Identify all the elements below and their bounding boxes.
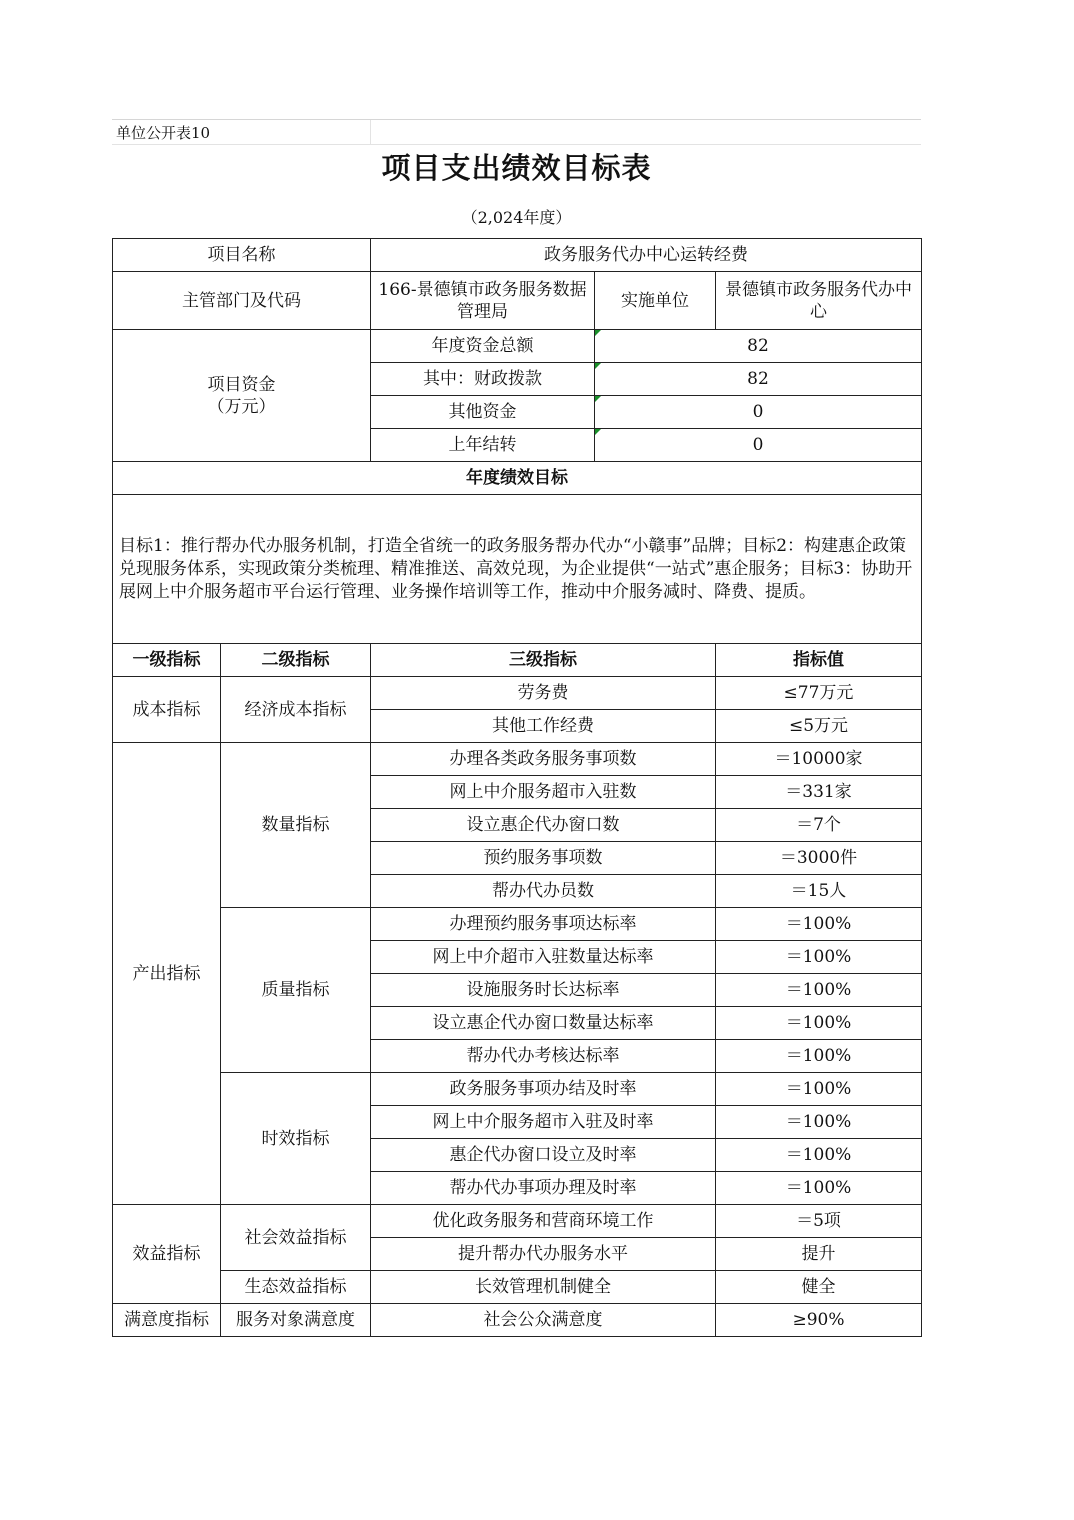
goals-heading-row	[113, 462, 922, 495]
goals-text: 目标1：推行帮办代办服务机制，打造全省统一的政务服务帮办代办“小赣事”品牌；目标2：构建惠企政策兑现服务体系，实现政策分类梳理、精准推送、高效兑现，为企业提供“一站式”惠企服务；目标3：协助开展网上中介服务超市平台运行管理、业务操作培训等工作，推动中介服务减时、降费、提质。	[113, 495, 922, 644]
project-name-row	[113, 239, 922, 272]
project-name-value: 政务服务代办中心运转经费	[371, 239, 922, 272]
indicator-name: 优化政务服务和营商环境工作	[371, 1205, 716, 1238]
indicator-value: ＝10000家	[716, 743, 922, 776]
indicator-name: 办理预约服务事项达标率	[371, 908, 716, 941]
table-row	[113, 677, 922, 710]
funds-item-value: 0	[595, 396, 922, 429]
table-row	[113, 743, 922, 776]
level2-quantity: 数量指标	[221, 743, 371, 908]
table-row	[113, 1205, 922, 1238]
level1-cost: 成本指标	[113, 677, 221, 743]
header-level1: 一级指标	[113, 644, 221, 677]
indicator-name: 网上中介服务超市入驻数	[371, 776, 716, 809]
indicator-name: 其他工作经费	[371, 710, 716, 743]
indicator-value: ＝5项	[716, 1205, 922, 1238]
form-label-row	[112, 119, 921, 145]
fiscal-year: （2,024年度）	[461, 208, 572, 227]
indicator-name: 设施服务时长达标率	[371, 974, 716, 1007]
cell-divider	[370, 120, 371, 144]
table-row	[113, 1271, 922, 1304]
indicator-name: 帮办代办员数	[371, 875, 716, 908]
funds-item-label: 年度资金总额	[371, 330, 595, 363]
level1-output: 产出指标	[113, 743, 221, 1205]
indicator-value: ＝100%	[716, 1073, 922, 1106]
indicator-header-row	[113, 644, 922, 677]
project-name-label: 项目名称	[113, 239, 371, 272]
indicator-name: 政务服务事项办结及时率	[371, 1073, 716, 1106]
header-level2: 二级指标	[221, 644, 371, 677]
level2-service-satisfaction: 服务对象满意度	[221, 1304, 371, 1337]
form-label: 单位公开表10	[116, 124, 211, 142]
goals-text-row	[113, 495, 922, 644]
level2-ecological: 生态效益指标	[221, 1271, 371, 1304]
department-label: 主管部门及代码	[113, 272, 371, 330]
indicator-name: 网上中介超市入驻数量达标率	[371, 941, 716, 974]
indicator-value: ≥90%	[716, 1304, 922, 1337]
funds-item-value: 82	[595, 363, 922, 396]
implementing-unit-label: 实施单位	[595, 272, 716, 330]
funds-item-label: 其中：财政拨款	[371, 363, 595, 396]
indicator-value: ＝7个	[716, 809, 922, 842]
funds-item-label: 其他资金	[371, 396, 595, 429]
indicator-name: 设立惠企代办窗口数量达标率	[371, 1007, 716, 1040]
indicator-name: 帮办代办事项办理及时率	[371, 1172, 716, 1205]
funds-item-value: 0	[595, 429, 922, 462]
indicator-value: ＝100%	[716, 908, 922, 941]
target-table	[112, 238, 922, 1337]
indicator-value: ＝100%	[716, 1007, 922, 1040]
indicator-value: 提升	[716, 1238, 922, 1271]
level1-benefit: 效益指标	[113, 1205, 221, 1304]
indicator-name: 惠企代办窗口设立及时率	[371, 1139, 716, 1172]
level2-economic-cost: 经济成本指标	[221, 677, 371, 743]
indicator-name: 劳务费	[371, 677, 716, 710]
goals-heading: 年度绩效目标	[113, 462, 922, 495]
indicator-value: ＝100%	[716, 974, 922, 1007]
level1-satisfaction: 满意度指标	[113, 1304, 221, 1337]
indicator-value: ＝100%	[716, 1139, 922, 1172]
page-title: 项目支出绩效目标表	[381, 151, 652, 185]
level2-social: 社会效益指标	[221, 1205, 371, 1271]
indicator-value: ＝100%	[716, 941, 922, 974]
funds-label: 项目资金 （万元）	[113, 330, 371, 462]
indicator-name: 长效管理机制健全	[371, 1271, 716, 1304]
indicator-value: ＝100%	[716, 1106, 922, 1139]
indicator-value: ＝100%	[716, 1040, 922, 1073]
level2-timeliness: 时效指标	[221, 1073, 371, 1205]
indicator-name: 社会公众满意度	[371, 1304, 716, 1337]
indicator-name: 设立惠企代办窗口数	[371, 809, 716, 842]
table-row	[113, 1073, 922, 1106]
indicator-value: ≤77万元	[716, 677, 922, 710]
performance-target-sheet	[112, 119, 921, 1337]
header-value: 指标值	[716, 644, 922, 677]
indicator-value: ≤5万元	[716, 710, 922, 743]
department-row	[113, 272, 922, 330]
table-row	[113, 1304, 922, 1337]
header-level3: 三级指标	[371, 644, 716, 677]
department-value: 166-景德镇市政务服务数据管理局	[371, 272, 595, 330]
indicator-name: 帮办代办考核达标率	[371, 1040, 716, 1073]
funds-row	[113, 330, 922, 363]
indicator-name: 提升帮办代办服务水平	[371, 1238, 716, 1271]
indicator-name: 办理各类政务服务事项数	[371, 743, 716, 776]
indicator-name: 预约服务事项数	[371, 842, 716, 875]
indicator-value: ＝15人	[716, 875, 922, 908]
funds-item-value: 82	[595, 330, 922, 363]
level2-quality: 质量指标	[221, 908, 371, 1073]
indicator-value: 健全	[716, 1271, 922, 1304]
indicator-value: ＝331家	[716, 776, 922, 809]
funds-item-label: 上年结转	[371, 429, 595, 462]
indicator-value: ＝3000件	[716, 842, 922, 875]
implementing-unit-value: 景德镇市政务服务代办中心	[716, 272, 922, 330]
table-row	[113, 908, 922, 941]
indicator-value: ＝100%	[716, 1172, 922, 1205]
indicator-name: 网上中介服务超市入驻及时率	[371, 1106, 716, 1139]
